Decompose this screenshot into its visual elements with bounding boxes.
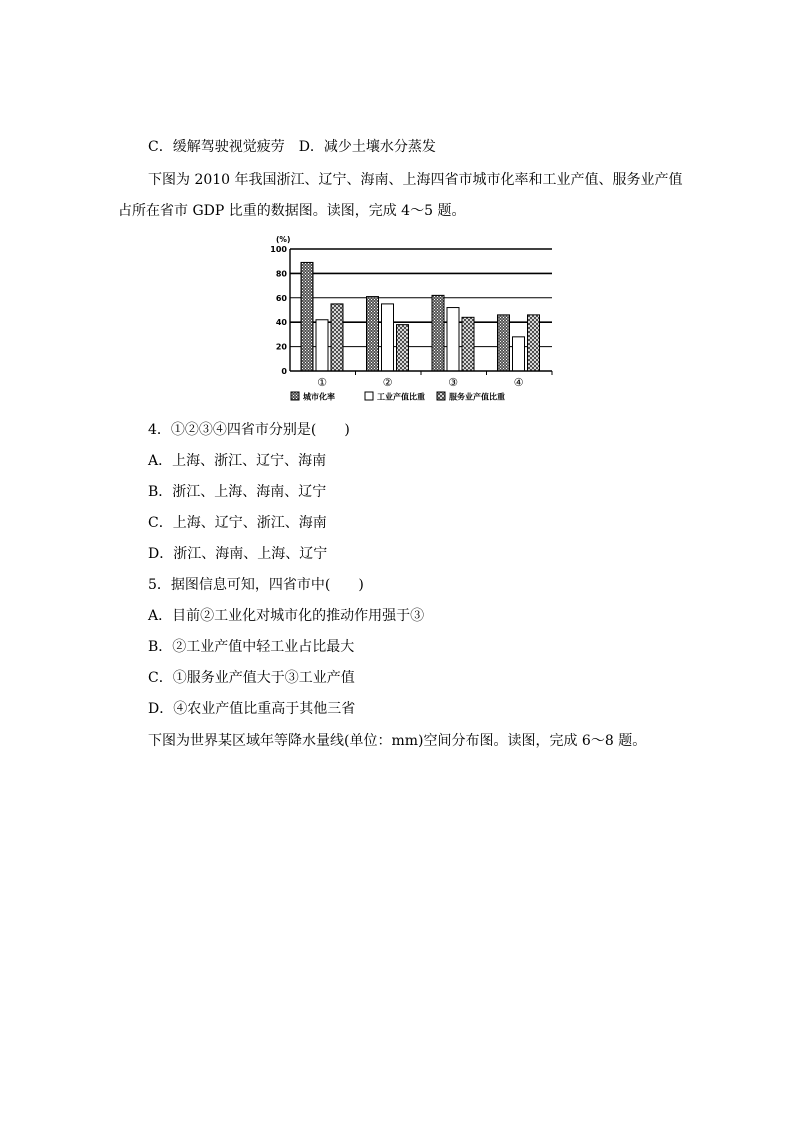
legend-label: 城市化率 [303, 392, 335, 402]
bar [316, 320, 328, 371]
legend-label: 工业产值比重 [377, 392, 425, 402]
question-4-option-c: C．上海、辽宁、浙江、海南 [148, 515, 327, 531]
legend-label: 服务业产值比重 [449, 392, 505, 402]
x-category-label: ④ [513, 376, 524, 389]
y-tick-label: 20 [275, 342, 287, 352]
bar [462, 317, 474, 371]
x-category-label: ② [382, 376, 393, 389]
bar [301, 262, 313, 371]
chart-intro-line-1: 下图为 2010 年我国浙江、辽宁、海南、上海四省市城市化率和工业产值、服务业产值 [148, 172, 683, 188]
question-5-option-b: B．②工业产值中轻工业占比最大 [148, 639, 355, 655]
bar [397, 325, 409, 371]
y-tick-label: 0 [281, 367, 287, 376]
y-tick-label: 100 [270, 245, 287, 254]
next-chart-intro: 下图为世界某区域年等降水量线(单位：mm)空间分布图。读图，完成 6～8 题。 [148, 733, 647, 749]
legend-swatch [437, 392, 445, 400]
previous-question-options: C．缓解驾驶视觉疲劳 D．减少土壤水分蒸发 [148, 139, 436, 155]
bar [498, 315, 510, 371]
bar [513, 337, 525, 371]
question-5-option-a: A．目前②工业化对城市化的推动作用强于③ [148, 608, 425, 624]
question-4: 4．①②③④四省市分别是( ) [148, 422, 350, 438]
bar [528, 315, 540, 371]
bar [447, 308, 459, 371]
question-4-option-b: B．浙江、上海、海南、辽宁 [148, 484, 327, 500]
legend-swatch [365, 392, 373, 400]
bar-chart [263, 230, 563, 410]
y-tick-label: 40 [275, 318, 287, 328]
question-4-option-d: D．浙江、海南、上海、辽宁 [148, 546, 328, 562]
question-5-option-c: C．①服务业产值大于③工业产值 [148, 670, 355, 686]
x-category-label: ③ [448, 376, 458, 389]
x-category-label: ① [317, 376, 327, 389]
y-unit-label: (%) [276, 235, 291, 244]
question-4-option-a: A．上海、浙江、辽宁、海南 [148, 453, 327, 469]
y-tick-label: 60 [275, 293, 287, 303]
y-tick-label: 80 [275, 269, 287, 279]
bar [382, 304, 394, 371]
legend-swatch [291, 392, 299, 400]
question-5: 5．据图信息可知，四省市中( ) [148, 577, 364, 593]
question-5-option-d: D．④农业产值比重高于其他三省 [148, 701, 356, 717]
bar [367, 297, 379, 371]
chart-intro-line-2: 占所在省市 GDP 比重的数据图。读图，完成 4～5 题。 [118, 203, 466, 219]
bar [331, 304, 343, 371]
bar [432, 295, 444, 371]
